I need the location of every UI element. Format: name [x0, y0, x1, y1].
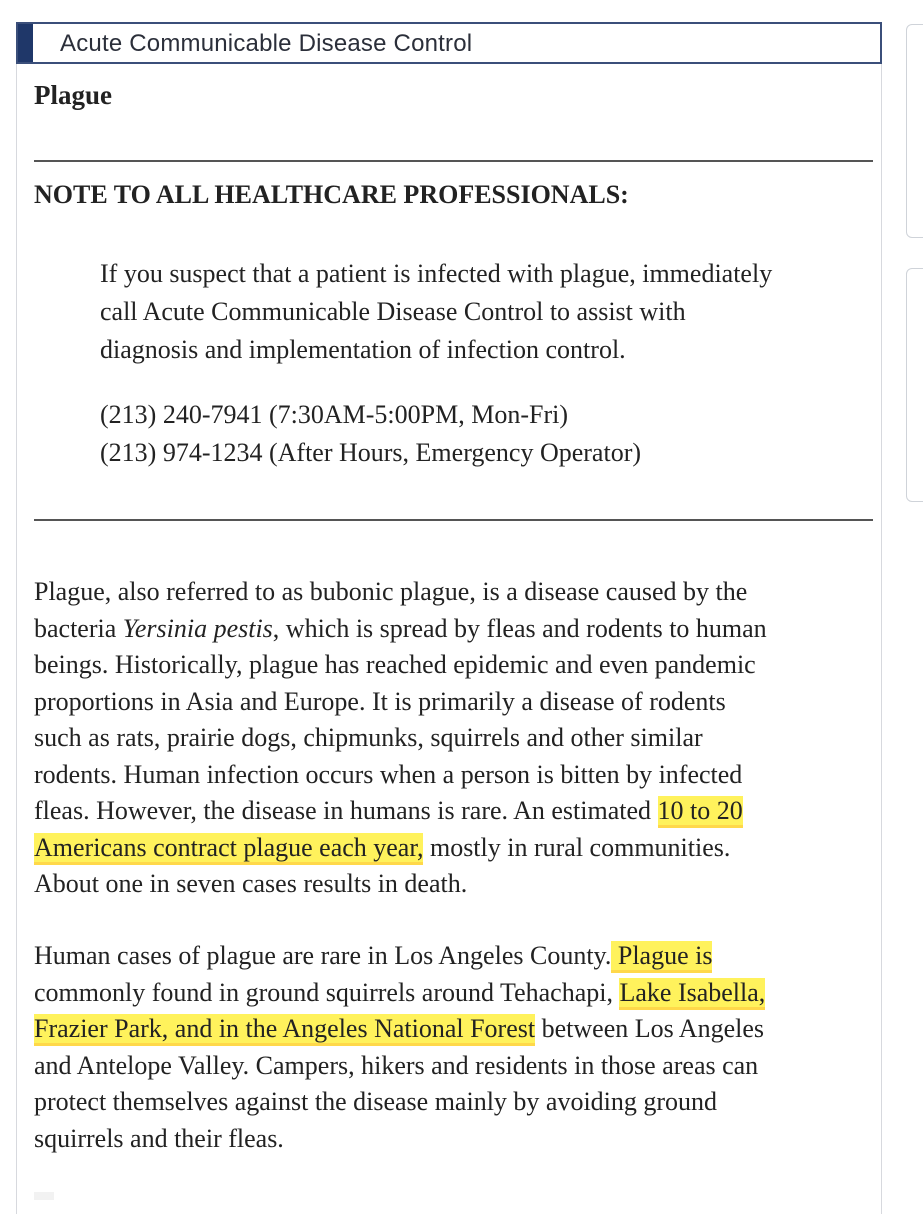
next-content-edge	[34, 1192, 54, 1200]
phone-daytime[interactable]: (213) 240-7941 (7:30AM-5:00PM, Mon-Fri)	[100, 400, 568, 429]
highlighted-text: Lake Isabella,	[619, 977, 766, 1007]
note-heading: NOTE TO ALL HEALTHCARE PROFESSIONALS:	[34, 180, 629, 209]
paragraph-overview	[34, 574, 894, 903]
note-body-line: diagnosis and implementation of infection control.	[100, 335, 626, 364]
note-body-line: If you suspect that a patient is infected with plague, immediately	[100, 259, 773, 288]
header-accent-bar	[18, 24, 33, 62]
page-title: Plague	[34, 80, 112, 110]
highlighted-text: Americans contract plague each year,	[34, 832, 424, 862]
text-fragment: bacteria	[34, 613, 123, 643]
note-body-line: call Acute Communicable Disease Control to assist with	[100, 297, 686, 326]
text-line: About one in seven cases results in death.	[34, 869, 468, 898]
text-fragment: commonly found in ground squirrels around Tehachapi,	[34, 977, 620, 1007]
text-fragment: between Los Angeles	[535, 1014, 764, 1043]
species-name: Yersinia pestis	[122, 613, 273, 643]
divider-bottom	[34, 519, 873, 521]
text-fragment: , which is spread by fleas and rodents to human	[272, 613, 767, 643]
section-header	[16, 22, 882, 64]
text-line: protect themselves against the disease mainly by avoiding ground	[34, 1087, 718, 1116]
note-body	[100, 255, 900, 369]
text-line: rodents. Human infection occurs when a person is bitten by infected	[34, 759, 743, 789]
highlighted-text: Frazier Park, and in the Angeles National Forest	[34, 1014, 536, 1043]
text-line: beings. Historically, plague has reached epidemic and even pandemic	[34, 650, 756, 679]
highlighted-text: 10 to 20	[657, 796, 743, 825]
text-line: Plague, also referred to as bubonic plague, is a disease caused by the	[34, 577, 748, 606]
side-panel-top	[906, 24, 923, 238]
text-fragment: mostly in rural communities.	[423, 832, 731, 862]
text-fragment: Human cases of plague are rare in Los Angeles County.	[34, 941, 612, 970]
text-fragment: fleas. However, the disease in humans is rare. An estimated	[34, 796, 658, 825]
text-line: such as rats, prairie dogs, chipmunks, squirrels and other similar	[34, 723, 703, 752]
highlighted-text: Plague is	[611, 941, 713, 970]
section-title: Acute Communicable Disease Control	[60, 30, 473, 57]
text-line: and Antelope Valley. Campers, hikers and residents in those areas can	[34, 1050, 759, 1080]
text-line: proportions in Asia and Europe. It is primarily a disease of rodents	[34, 686, 726, 716]
text-line: squirrels and their fleas.	[34, 1123, 284, 1153]
paragraph-los-angeles	[34, 938, 894, 1157]
side-panel-middle	[906, 268, 923, 502]
divider-top	[34, 160, 873, 162]
phone-after-hours[interactable]: (213) 974-1234 (After Hours, Emergency Operator)	[100, 438, 642, 467]
